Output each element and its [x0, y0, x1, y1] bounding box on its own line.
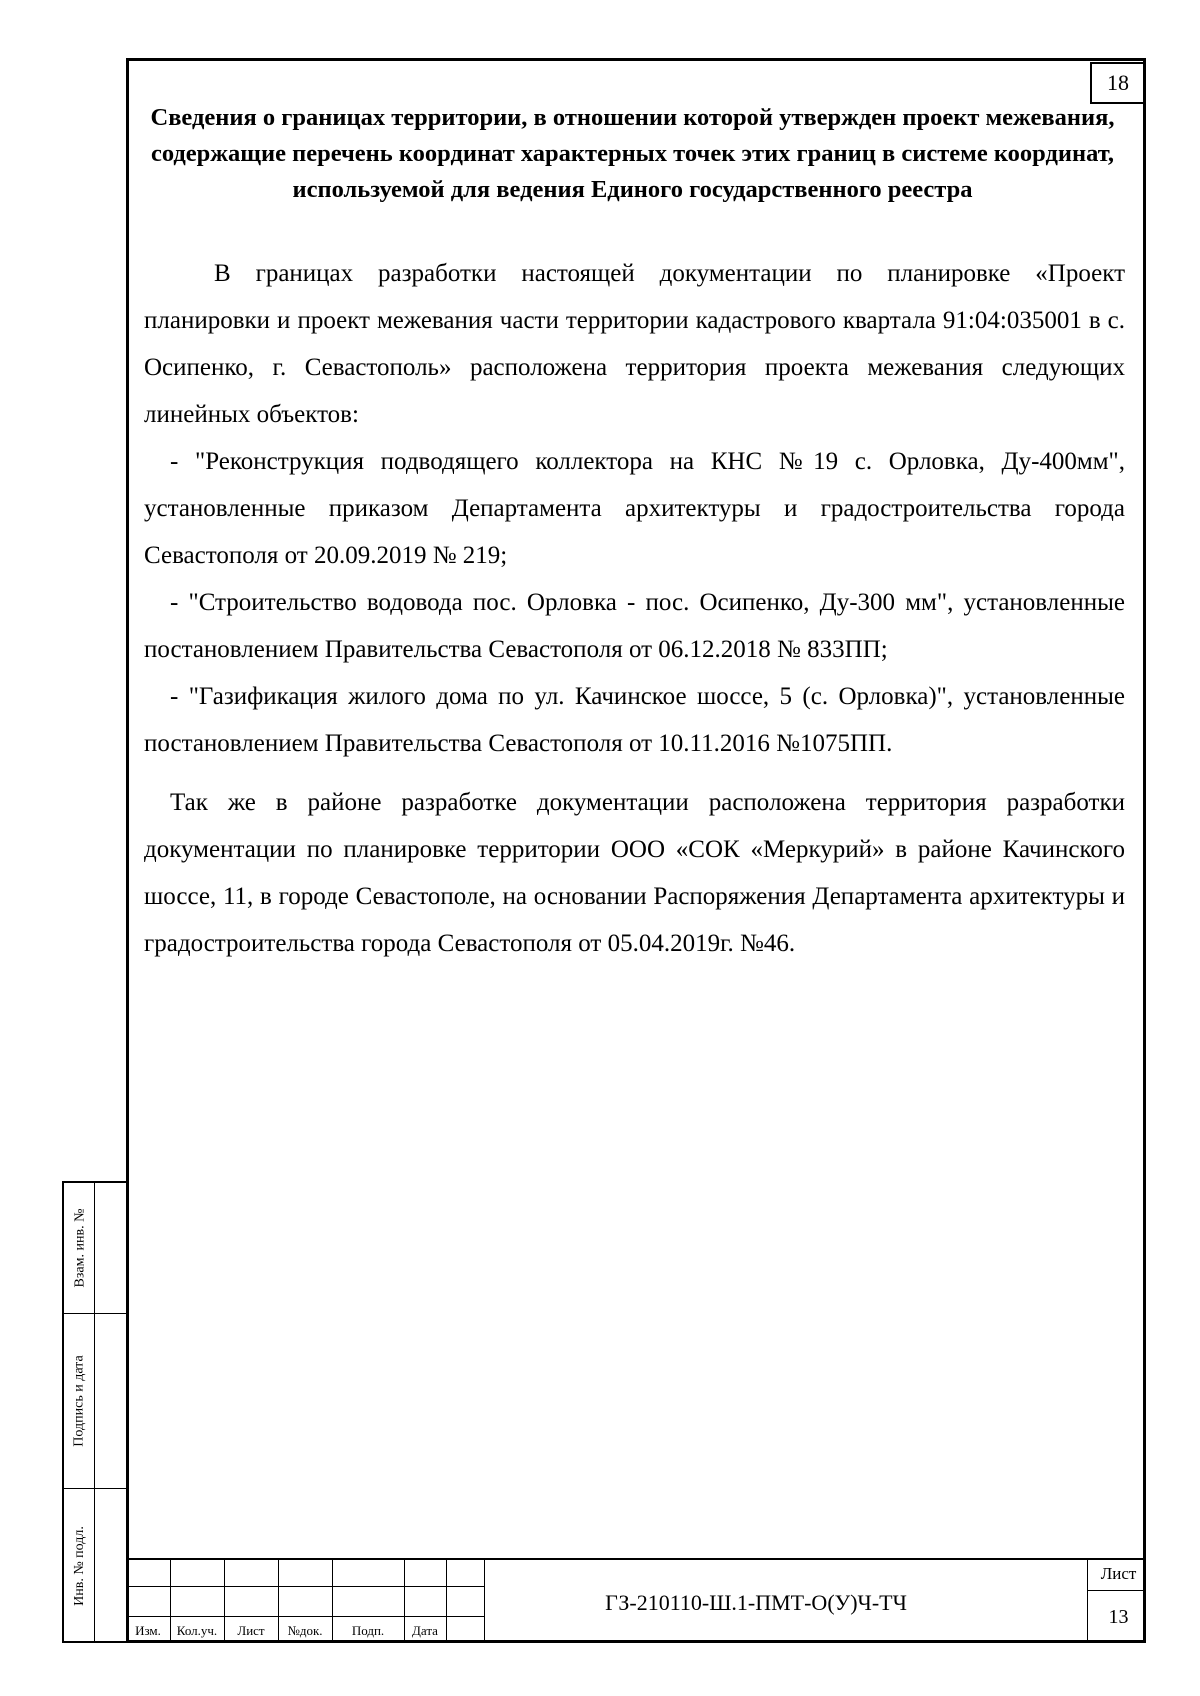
side-label-podpis — [66, 1313, 94, 1488]
side-label-vzam — [66, 1183, 94, 1313]
side-label-podpis-text: Подпись и дата — [72, 1354, 88, 1447]
stamp-col-data: Дата — [412, 1623, 438, 1638]
stamp-col-izm: Изм. — [135, 1623, 161, 1638]
stamp-col-list: Лист — [237, 1623, 265, 1638]
stamp-col-line — [484, 1560, 485, 1643]
stamp-col-ndok: №док. — [287, 1623, 323, 1638]
paragraph-item-collector: - "Реконструкция подводящего коллектора на КНС №19 с. Орловка, Ду-400мм", установленные приказом Департамента архитектуры и градостроительства города Севастополя от 20.09.2019 № 219; — [144, 448, 1125, 569]
document-code: ГЗ-210110-Ш.1-ПМТ-О(У)Ч-ТЧ — [605, 1590, 907, 1615]
side-label-inv-text: Инв. № подл. — [72, 1525, 87, 1606]
side-label-inv — [66, 1488, 94, 1643]
document-body — [144, 250, 1125, 967]
title-block-stamp — [126, 1558, 1146, 1643]
side-stamp-divider — [94, 1183, 95, 1641]
paragraph-intro: В границах разработки настоящей документации по планировке «Проект планировки и проект межевания части территории кадастрового квартала 91:04:035001 в с. Осипенко, г. Севастополь» расположена территория проекта межевания следующих линейных объектов: — [144, 260, 1125, 428]
paragraph-item-gasification: - "Газификация жилого дома по ул. Качинское шоссе, 5 (с. Орловка)", установленные постановлением Правительства Севастополя от 10.11.2016 №1075ПП. — [144, 683, 1125, 757]
stamp-col-kol-uch: Кол.уч. — [176, 1623, 218, 1638]
paragraph-additional: Так же в районе разработке документации расположена территория разработки документации по планировке территории ООО «СОК «Меркурий» в районе Качинского шоссе, 11, в городе Севастополе, на основании Распоряжения Департамента архитектуры и градостроительства города Севастополя от 05.04.2019г. №46. — [144, 789, 1125, 957]
sheet-label: Лист — [1100, 1564, 1137, 1583]
stamp-col-line — [1087, 1560, 1088, 1643]
sheet-number: 13 — [1108, 1606, 1129, 1628]
side-stamp — [62, 1181, 126, 1643]
document-title: Сведения о границах территории, в отношении которой утвержден проект межевания, содержащие перечень координат характерных точек этих границ в системе координат, используемой для ведения Единого государственного реестра — [150, 104, 1115, 203]
page-number: 18 — [1090, 62, 1146, 104]
stamp-row-line — [126, 1586, 484, 1587]
stamp-col-podp: Подп. — [351, 1623, 385, 1638]
side-label-vzam-text: Взам. инв. № — [72, 1208, 87, 1288]
paragraph-item-water-pipeline: - "Строительство водовода пос. Орловка - пос. Осипенко, Ду-300 мм", установленные постановлением Правительства Севастополя от 06.12.2018 № 833ПП; — [144, 589, 1125, 663]
stamp-col-line — [446, 1560, 447, 1643]
stamp-sheet-line — [1087, 1590, 1146, 1591]
stamp-row-line — [126, 1616, 484, 1617]
